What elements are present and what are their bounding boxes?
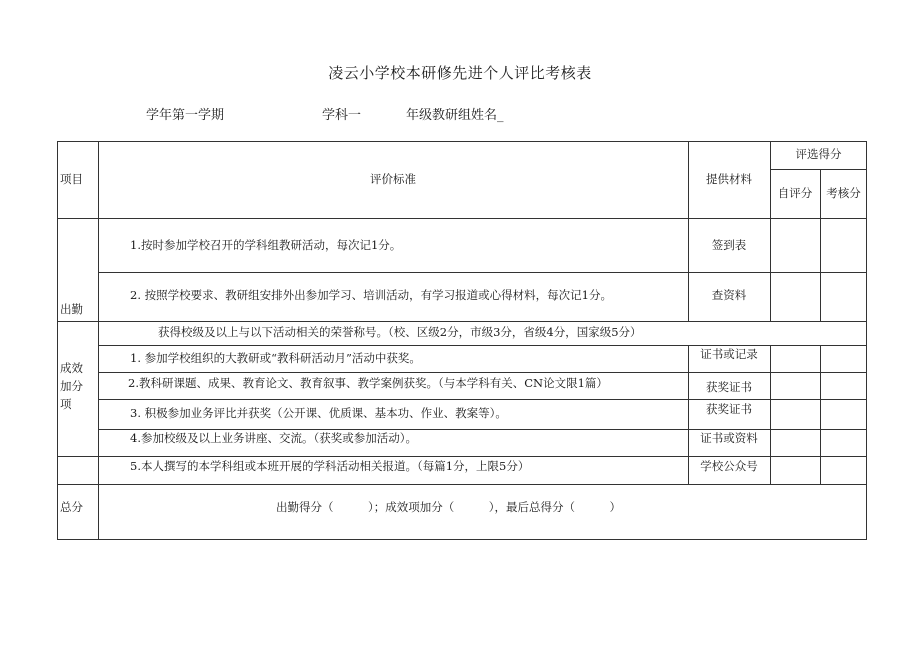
achievement-material-4: 证书或资料 (700, 431, 758, 445)
achievement-material-1: 证书或记录 (700, 347, 758, 361)
achievement-criteria-4: 4.参加校级及以上业务讲座、交流。（获奖或参加活动）。 (130, 431, 417, 445)
attendance-criteria-1: 1.按时参加学校召开的学科组教研活动，每次记1分。 (130, 238, 402, 252)
subject-label: 学科一 (322, 108, 362, 123)
achievement-intro: 获得校级及以上与以下活动相关的荣誉称号。（校、区级2分，市级3分，省级4分，国家级5分） (158, 325, 642, 339)
achievement-label-2: 加分 (60, 379, 83, 393)
achievement-criteria-1: 1. 参加学校组织的大教研或“教科研活动月”活动中获奖。 (130, 351, 421, 365)
achievement-label-3: 项 (60, 397, 72, 411)
achievement-label-1: 成效 (60, 361, 83, 375)
group-name-label: 年级教研组姓名_ (406, 108, 504, 123)
header-item: 项目 (60, 172, 83, 186)
achievement-material-5: 学校公众号 (700, 459, 758, 473)
achievement-criteria-5: 5.本人撰写的本学科组或本班开展的学科活动相关报道。（每篇1分，上限5分） (130, 459, 530, 473)
header-review-score: 考核分 (826, 186, 861, 200)
attendance-material-1: 签到表 (711, 238, 747, 252)
header-criteria: 评价标准 (370, 172, 416, 186)
header-materials: 提供材料 (706, 172, 752, 186)
semester-label: 学年第一学期 (146, 108, 225, 123)
header-self-score: 自评分 (777, 186, 813, 200)
achievement-material-3: 获奖证书 (706, 402, 752, 416)
attendance-material-2: 查资料 (711, 288, 747, 302)
total-label: 总分 (60, 500, 83, 514)
attendance-label: 出勤 (60, 302, 83, 316)
attendance-criteria-2: 2. 按照学校要求、教研组安排外出参加学习、培训活动，有学习报道或心得材料，每次记1分。 (130, 288, 612, 302)
document-title: 凌云小学校本研修先进个人评比考核表 (328, 64, 592, 82)
achievement-criteria-3: 3. 积极参加业务评比并获奖（公开课、优质课、基本功、作业、教案等）。 (130, 406, 507, 420)
achievement-material-2: 获奖证书 (706, 380, 752, 394)
achievement-criteria-2: 2.教科研课题、成果、教育论文、教育叙事、教学案例获奖。（与本学科有关、CN论文限1篇） (128, 376, 608, 390)
header-score-group: 评选得分 (795, 147, 842, 161)
total-summary: 出勤得分（ ）；成效项加分（ ），最后总得分（ ） (276, 500, 621, 514)
